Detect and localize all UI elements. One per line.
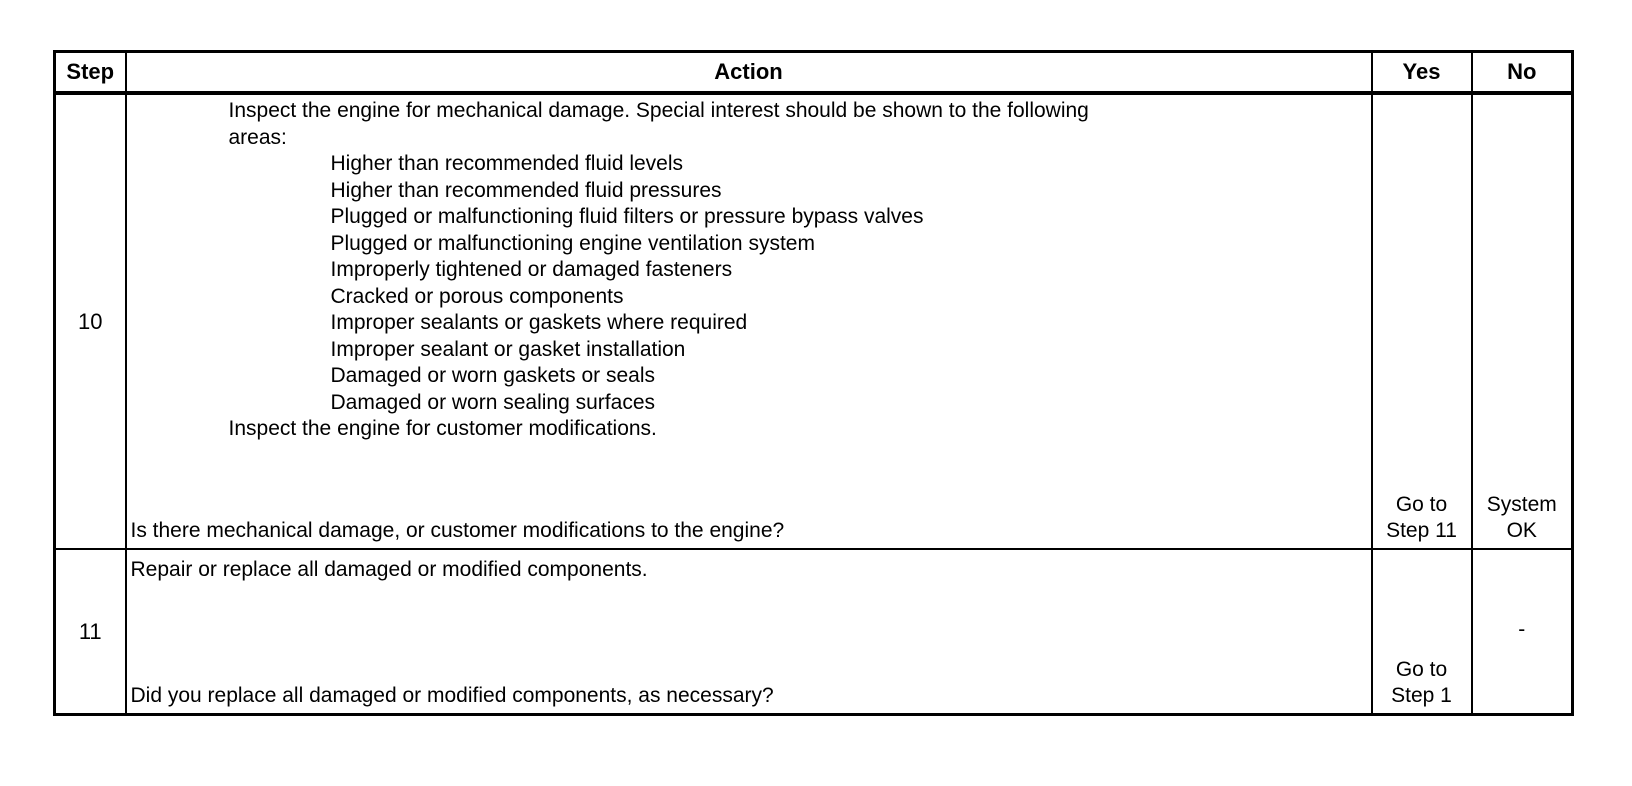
inspection-item: Plugged or malfunctioning fluid filters or pressure bypass valves (330, 205, 924, 228)
yes-cell (1372, 549, 1472, 715)
action-intro: Inspect the engine for mechanical damage. Special interest should be shown to the following (228, 99, 1089, 122)
header-row (55, 52, 1573, 94)
yes-goto: Go to (1395, 493, 1448, 516)
no-cell (1472, 549, 1573, 715)
inspection-item: Higher than recommended fluid levels (330, 152, 684, 175)
inspection-item: Damaged or worn gaskets or seals (330, 364, 655, 387)
header-action: Action (126, 52, 1372, 94)
action-outro: Inspect the engine for customer modifications. (228, 417, 657, 440)
no-result: System (1486, 493, 1557, 516)
action-cell (126, 93, 1372, 549)
yes-step: Step 11 (1386, 519, 1457, 542)
no-result-cont: OK (1506, 519, 1537, 542)
inspection-item: Improper sealants or gaskets where required (330, 311, 748, 334)
action-question: Did you replace all damaged or modified components, as necessary? (130, 684, 774, 707)
no-result: - (1518, 618, 1526, 641)
table-row (55, 93, 1573, 549)
no-cell (1472, 93, 1573, 549)
diagnostic-table (53, 50, 1574, 716)
action-instruction: Repair or replace all damaged or modified components. (130, 558, 648, 581)
table-row (55, 549, 1573, 715)
header-yes: Yes (1372, 52, 1472, 94)
inspection-item: Plugged or malfunctioning engine ventilation system (330, 231, 815, 255)
step-number: 10 (55, 93, 126, 549)
yes-cell (1372, 93, 1472, 549)
yes-goto: Go to (1395, 658, 1448, 681)
inspection-item: Higher than recommended fluid pressures (330, 178, 722, 202)
inspection-item: Cracked or porous components (330, 284, 624, 308)
yes-step: Step 1 (1391, 684, 1452, 707)
inspection-item: Improperly tightened or damaged fasteners (330, 258, 733, 281)
action-question: Is there mechanical damage, or customer modifications to the engine? (130, 519, 785, 542)
header-step: Step (55, 52, 126, 94)
inspection-item: Improper sealant or gasket installation (330, 337, 686, 361)
inspection-item: Damaged or worn sealing surfaces (330, 390, 655, 414)
step-number: 11 (55, 549, 126, 715)
header-no: No (1472, 52, 1573, 94)
action-cell (126, 549, 1372, 715)
action-intro-cont: areas: (228, 125, 287, 149)
